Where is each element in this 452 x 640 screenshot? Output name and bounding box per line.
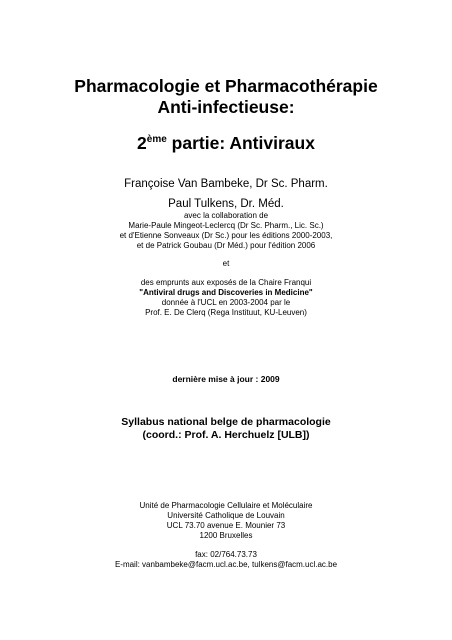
address-line-2: Université Catholique de Louvain (167, 511, 285, 520)
collaboration-line-2: et d'Etienne Sonveaux (Dr Sc.) pour les éditions 2000-2003, (119, 231, 333, 240)
syllabus (0, 416, 452, 442)
collaboration-line-1: Marie-Paule Mingeot-Leclercq (Dr Sc. Pharm., Lic. Sc.) (128, 221, 324, 230)
document-subtitle (0, 133, 452, 154)
collaboration-intro: avec la collaboration de (183, 211, 269, 220)
collaboration-line-3: et de Patrick Goubau (Dr Méd.) pour l'édition 2006 (136, 241, 316, 250)
fax-number: fax: 02/764.73.73 (195, 550, 257, 559)
connector-text: et (222, 259, 230, 268)
document-title (0, 76, 452, 118)
subtitle-text: partie: Antiviraux (166, 133, 315, 153)
email-addresses: E-mail: vanbambeke@facm.ucl.ac.be, tulkens@facm.ucl.ac.be (114, 560, 338, 569)
address (0, 501, 452, 541)
subtitle-line (0, 133, 452, 154)
contact (0, 550, 452, 570)
title-line-1: Pharmacologie et Pharmacothérapie (74, 76, 378, 96)
borrowings-line-2: "Antiviral drugs and Discoveries in Medicine" (139, 288, 313, 297)
syllabus-line-1: Syllabus national belge de pharmacologie (121, 416, 331, 428)
authors (0, 174, 452, 214)
borrowings-line-4: Prof. E. De Clerq (Rega Instituut, KU-Leuven) (145, 308, 307, 317)
collaboration (0, 211, 452, 251)
author-1: Françoise Van Bambeke, Dr Sc. Pharm. (124, 178, 328, 190)
borrowings-line-3: donnée à l'UCL en 2003-2004 par le (161, 298, 291, 307)
syllabus-line-2: (coord.: Prof. A. Herchuelz [ULB]) (142, 429, 310, 441)
title-line-2: Anti-infectieuse: (157, 97, 295, 117)
borrowings (0, 278, 452, 318)
subtitle-superscript: ème (146, 134, 167, 145)
author-2: Paul Tulkens, Dr. Méd. (168, 198, 284, 210)
subtitle-number: 2 (137, 133, 147, 153)
address-line-1: Unité de Pharmacologie Cellulaire et Moléculaire (139, 501, 313, 510)
address-line-4: 1200 Bruxelles (199, 531, 253, 540)
address-line-3: UCL 73.70 avenue E. Mounier 73 (166, 521, 286, 530)
borrowings-line-1: des emprunts aux exposés de la Chaire Franqui (140, 278, 312, 287)
last-update: dernière mise à jour : 2009 (172, 374, 280, 384)
